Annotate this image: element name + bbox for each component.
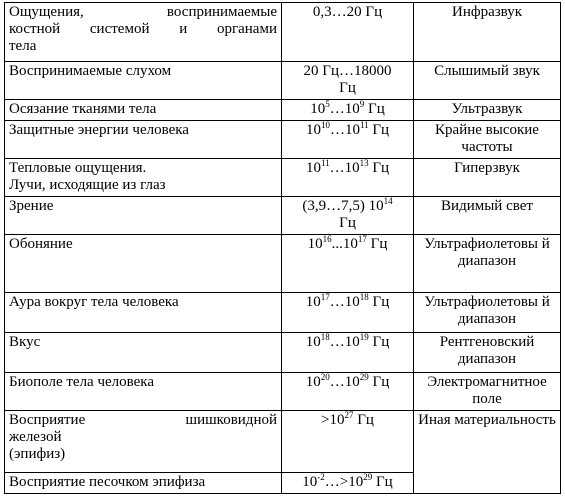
frequency-unit: Гц [368, 160, 390, 176]
range-cell: Ультрафиолетовы й диапазон [414, 235, 561, 293]
frequency-exponent: 29 [359, 372, 369, 382]
frequency-exponent: 17 [357, 234, 367, 244]
perception-cell [5, 293, 282, 333]
frequency-cell [282, 100, 414, 121]
table-row [5, 121, 561, 159]
frequency-perception-table [4, 2, 561, 494]
frequency-cell [282, 62, 414, 100]
frequency-separator: … [329, 374, 345, 390]
perception-line: Вкус [9, 334, 41, 350]
frequency-base: 10 [305, 160, 321, 176]
range-cell: Гиперзвук [414, 159, 561, 197]
frequency-exponent: 18 [359, 292, 369, 302]
frequency-cell [282, 159, 414, 197]
frequency-cell [282, 473, 414, 494]
frequency-base: 10 [344, 334, 360, 350]
perception-cell [5, 121, 282, 159]
frequency-cell [282, 3, 414, 62]
frequency-unit: Гц [368, 374, 390, 390]
perception-line: Восприятие песочком эпифиза [9, 474, 206, 490]
frequency-base: 10 [305, 334, 321, 350]
perception-line: (эпифиз) [9, 446, 66, 462]
frequency-separator: … [329, 294, 345, 310]
frequency-base: 10 [307, 236, 323, 252]
frequency-base: 10 [302, 474, 318, 490]
frequency-base: 10 [348, 474, 364, 490]
table-row [5, 293, 561, 333]
perception-line: Воспринимаемые слухом [9, 63, 172, 79]
range-cell: Ультразвук [414, 100, 561, 121]
table-row [5, 100, 561, 121]
perception-line: Зрение [9, 198, 54, 214]
range-cell: Рентгеновский диапазон [414, 333, 561, 373]
frequency-line [286, 63, 409, 80]
perception-line: Обоняние [9, 236, 73, 252]
perception-cell [5, 3, 282, 62]
perception-cell [5, 62, 282, 100]
range-cell: Видимый свет [414, 197, 561, 235]
frequency-unit: Гц [368, 122, 390, 138]
table-row [5, 3, 561, 62]
frequency-base: 10 [310, 101, 326, 117]
range-cell: Электромагнитное поле [414, 373, 561, 411]
frequency-base: 10 [344, 122, 360, 138]
frequency-line [286, 160, 409, 177]
perception-line: Восприятие шишковидной [9, 412, 277, 428]
table-row [5, 159, 561, 197]
table-body [5, 3, 561, 494]
frequency-line [286, 412, 409, 429]
frequency-line [286, 215, 409, 232]
frequency-line [286, 474, 409, 491]
frequency-exponent: 20 [320, 372, 330, 382]
perception-line: Ощущения, воспринимаемые [9, 4, 277, 20]
perception-line: Аура вокруг тела человека [9, 294, 179, 310]
frequency-unit: Гц [364, 101, 385, 117]
table-row [5, 197, 561, 235]
frequency-line [286, 101, 409, 118]
frequency-exponent: 13 [359, 158, 369, 168]
frequency-exponent: 16 [322, 234, 332, 244]
range-cell: Иная материальность [414, 411, 561, 473]
frequency-unit: Гц [368, 334, 390, 350]
table-row [5, 411, 561, 473]
frequency-line [286, 374, 409, 391]
frequency-separator: … [329, 160, 345, 176]
frequency-base: 10 [344, 160, 360, 176]
frequency-exponent: 5 [325, 99, 330, 109]
frequency-cell [282, 197, 414, 235]
frequency-cell [282, 411, 414, 473]
frequency-base: 10 [305, 374, 321, 390]
frequency-separator: … [329, 122, 345, 138]
frequency-line [286, 198, 409, 215]
frequency-base: >10 [321, 412, 345, 428]
perception-cell [5, 159, 282, 197]
table-row [5, 473, 561, 494]
frequency-separator: …> [324, 474, 349, 490]
perception-line: костной системой и органами [9, 21, 277, 37]
table-row [5, 62, 561, 100]
perception-line: тела [9, 38, 37, 54]
frequency-base: 10 [344, 374, 360, 390]
range-cell: Слышимый звук [414, 62, 561, 100]
perception-cell [5, 100, 282, 121]
frequency-text: Гц [339, 80, 356, 96]
perception-line: Биополе тела человека [9, 374, 155, 390]
frequency-base: (3,9…7,5) 10 [302, 198, 384, 214]
frequency-line [286, 294, 409, 311]
frequency-base: 10 [344, 101, 360, 117]
perception-cell [5, 235, 282, 293]
perception-line: Осязание тканями тела [9, 101, 157, 117]
perception-cell [5, 373, 282, 411]
frequency-exponent: 29 [363, 472, 373, 482]
frequency-separator: … [329, 101, 345, 117]
range-cell: Крайне высокие частоты [414, 121, 561, 159]
table-row [5, 333, 561, 373]
frequency-unit: Гц [372, 474, 393, 490]
frequency-cell [282, 121, 414, 159]
frequency-exponent: 27 [344, 410, 354, 420]
frequency-exponent: 18 [320, 332, 330, 342]
frequency-unit: Гц [368, 294, 390, 310]
frequency-line [286, 236, 409, 253]
frequency-line [286, 80, 409, 97]
perception-cell [5, 333, 282, 373]
frequency-base: 10 [305, 122, 321, 138]
frequency-cell [282, 235, 414, 293]
frequency-exponent: -2 [317, 472, 325, 482]
frequency-line [286, 4, 409, 21]
perception-line: Лучи, исходящие из глаз [9, 177, 166, 193]
perception-cell [5, 411, 282, 473]
frequency-line [286, 334, 409, 351]
frequency-cell [282, 333, 414, 373]
frequency-exponent: 11 [359, 120, 369, 130]
frequency-unit: Гц [366, 236, 388, 252]
perception-line: Тепловые ощущения. [9, 160, 147, 176]
perception-line: железой [9, 429, 62, 445]
frequency-unit: Гц [353, 412, 374, 428]
frequency-base: 10 [305, 294, 321, 310]
frequency-separator: ... [331, 236, 343, 252]
frequency-exponent: 10 [320, 120, 330, 130]
perception-cell [5, 197, 282, 235]
frequency-text: 20 Гц…18000 [303, 63, 392, 79]
frequency-exponent: 11 [320, 158, 330, 168]
perception-line: Защитные энергии человека [9, 122, 189, 138]
frequency-exponent: 9 [359, 99, 365, 109]
range-cell [414, 473, 561, 494]
table-row [5, 235, 561, 293]
frequency-text: 0,3…20 Гц [312, 4, 383, 20]
frequency-cell [282, 293, 414, 333]
frequency-exponent: 19 [359, 332, 369, 342]
frequency-base: 10 [342, 236, 358, 252]
perception-cell [5, 473, 282, 494]
table-row [5, 373, 561, 411]
frequency-exponent: 17 [320, 292, 330, 302]
frequency-base: 10 [344, 294, 360, 310]
frequency-exponent: 14 [383, 196, 393, 206]
frequency-line [286, 122, 409, 139]
frequency-separator: … [329, 334, 345, 350]
frequency-cell [282, 373, 414, 411]
range-cell: Ультрафиолетовы й диапазон [414, 293, 561, 333]
frequency-text: Гц [339, 215, 356, 231]
range-cell: Инфразвук [414, 3, 561, 62]
